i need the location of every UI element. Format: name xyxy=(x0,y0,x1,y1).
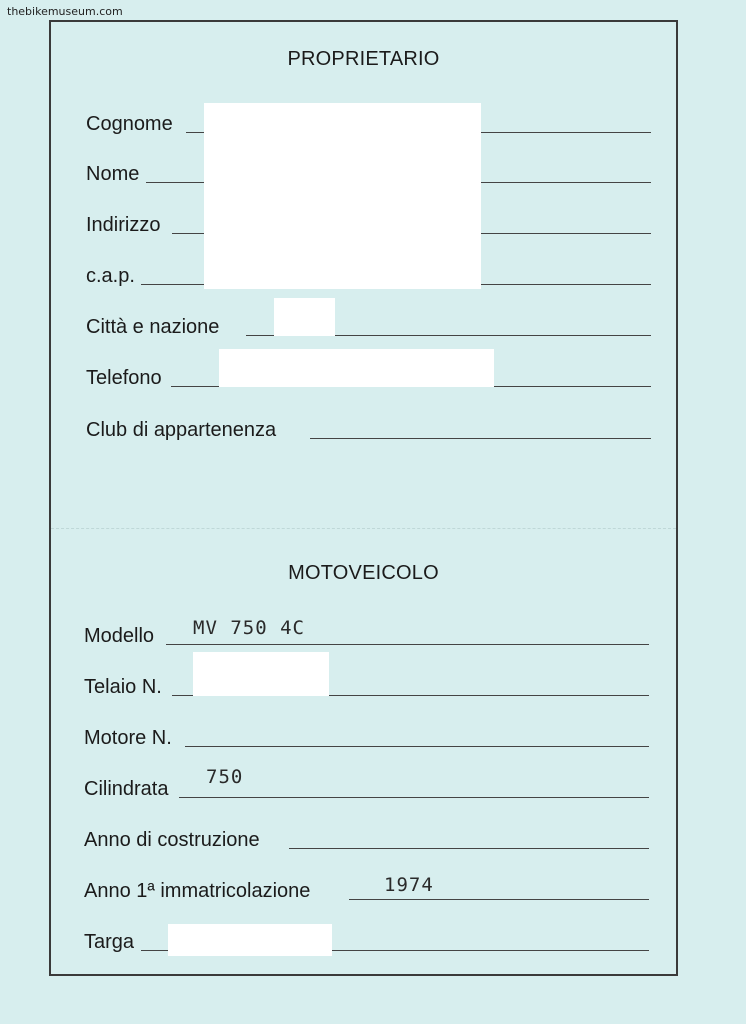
club-line[interactable] xyxy=(310,438,651,439)
model-label: Modello xyxy=(84,625,155,647)
year-built-line[interactable] xyxy=(289,848,649,849)
first-registration-line[interactable] xyxy=(349,899,649,900)
city-label: Città e nazione xyxy=(86,316,220,338)
postcode-label: c.a.p. xyxy=(86,265,135,287)
owner-section-title: PROPRIETARIO xyxy=(287,48,440,70)
redaction-block-city xyxy=(274,298,335,336)
address-label: Indirizzo xyxy=(86,214,161,236)
redaction-block-phone xyxy=(219,349,494,387)
surname-label: Cognome xyxy=(86,113,173,135)
club-label: Club di appartenenza xyxy=(86,419,277,441)
watermark: thebikemuseum.com xyxy=(7,5,123,18)
name-label: Nome xyxy=(86,163,140,185)
redaction-block-owner xyxy=(204,103,481,289)
section-divider xyxy=(51,528,676,529)
redaction-block-frame xyxy=(193,652,329,696)
vehicle-section-title: MOTOVEICOLO xyxy=(288,562,439,584)
frame-label: Telaio N. xyxy=(84,676,162,698)
first-registration-value: 1974 xyxy=(384,874,434,896)
engine-label: Motore N. xyxy=(84,727,172,749)
model-value: MV 750 4C xyxy=(193,617,305,639)
redaction-block-plate xyxy=(168,924,332,956)
year-built-label: Anno di costruzione xyxy=(84,829,260,851)
engine-line[interactable] xyxy=(185,746,649,747)
registration-card xyxy=(49,20,678,976)
displacement-label: Cilindrata xyxy=(84,778,169,800)
first-registration-label: Anno 1ª immatricolazione xyxy=(84,880,311,902)
model-line[interactable] xyxy=(166,644,649,645)
phone-label: Telefono xyxy=(86,367,162,389)
displacement-value: 750 xyxy=(206,766,244,788)
plate-label: Targa xyxy=(84,931,135,953)
displacement-line[interactable] xyxy=(179,797,649,798)
